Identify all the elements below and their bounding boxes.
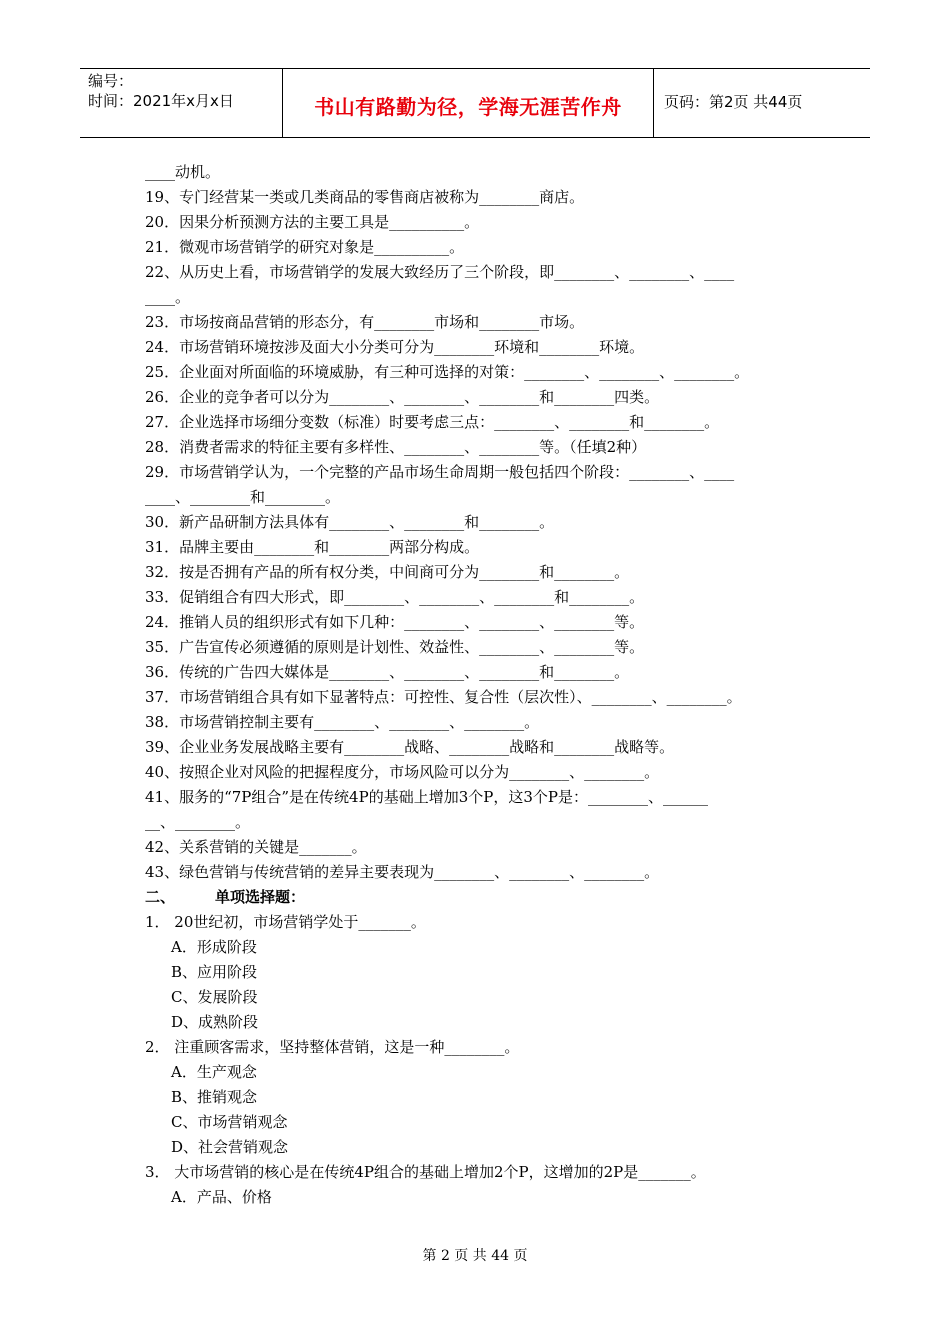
question-35: 35．广告宣传必须遵循的原则是计划性、效益性、________、________等。 <box>145 638 645 656</box>
section-title: 单项选择题： <box>215 888 306 906</box>
number-label: 编号： <box>88 72 134 90</box>
question-27: 27．企业选择市场细分变数（标准）时要考虑三点：________、________和________。 <box>145 413 720 431</box>
page-header <box>80 68 870 138</box>
question-22-cont: ____。 <box>145 288 191 306</box>
question-40: 40、按照企业对风险的把握程度分，市场风险可以分为________、________。 <box>145 763 660 781</box>
question-30: 30．新产品研制方法具体有________、________和________。 <box>145 513 555 531</box>
question-33: 33．促销组合有四大形式，即________、________、________和________。 <box>145 588 645 606</box>
question-28: 28．消费者需求的特征主要有多样性、________、________等。（任填2种） <box>145 438 647 456</box>
option-a: A．产品、价格 <box>171 1188 272 1206</box>
option-a: A．形成阶段 <box>171 938 257 956</box>
question-31: 31．品牌主要由________和________两部分构成。 <box>145 538 480 556</box>
question-32: 32．按是否拥有产品的所有权分类，中间商可分为________和________。 <box>145 563 630 581</box>
page-info: 页码：第2页 共44页 <box>664 93 803 111</box>
choice-question-2: 2． 注重顾客需求，坚持整体营销，这是一种________。 <box>145 1038 520 1056</box>
question-21: 21．微观市场营销学的研究对象是__________。 <box>145 238 465 256</box>
question-36: 36．传统的广告四大媒体是________、________、________和________。 <box>145 663 630 681</box>
option-b: B、应用阶段 <box>171 963 258 981</box>
question-38: 38．市场营销控制主要有________、________、________。 <box>145 713 540 731</box>
document-body <box>145 160 825 1210</box>
question-19: 19、专门经营某一类或几类商品的零售商店被称为________商店。 <box>145 188 585 206</box>
choice-question-1: 1． 20世纪初，市场营销学处于_______。 <box>145 913 426 931</box>
header-motto-cell <box>282 69 654 137</box>
question-41-cont: __、________。 <box>145 813 251 831</box>
option-d: D、成熟阶段 <box>171 1013 259 1031</box>
question-24: 24．市场营销环境按涉及面大小分类可分为________环境和________环境。 <box>145 338 645 356</box>
option-b: B、推销观念 <box>171 1088 258 1106</box>
option-d: D、社会营销观念 <box>171 1138 289 1156</box>
motto: 书山有路勤为径，学海无涯苦作舟 <box>314 95 622 119</box>
header-meta <box>80 69 282 137</box>
option-c: C、市场营销观念 <box>171 1113 288 1131</box>
time-label: 时间：2021年x月x日 <box>88 92 234 110</box>
question-42: 42、关系营销的关键是_______。 <box>145 838 367 856</box>
question-43: 43、绿色营销与传统营销的差异主要表现为________、________、________。 <box>145 863 660 881</box>
question-41: 41、服务的“7P组合”是在传统4P的基础上增加3个P，这3个P是：________、______ <box>145 788 708 806</box>
option-c: C、发展阶段 <box>171 988 258 1006</box>
question-23: 23．市场按商品营销的形态分，有________市场和________市场。 <box>145 313 585 331</box>
choice-question-3: 3． 大市场营销的核心是在传统4P组合的基础上增加2个P，这增加的2P是_______。 <box>145 1163 706 1181</box>
text-line: ____动机。 <box>145 163 221 181</box>
option-a: A．生产观念 <box>171 1063 257 1081</box>
section-number: 二、 <box>145 888 176 906</box>
page-footer: 第 2 页 共 44 页 <box>422 1248 528 1264</box>
question-26: 26．企业的竞争者可以分为________、________、________和________四类。 <box>145 388 660 406</box>
question-39: 39、企业业务发展战略主要有________战略、________战略和________战略等。 <box>145 738 675 756</box>
question-34: 24．推销人员的组织形式有如下几种：________、________、________等。 <box>145 613 645 631</box>
question-37: 37．市场营销组合具有如下显著特点：可控性、复合性（层次性）、________、________。 <box>145 688 742 706</box>
question-22: 22、从历史上看，市场营销学的发展大致经历了三个阶段，即________、________、____ <box>145 263 735 281</box>
question-29-cont: ____、________和________。 <box>145 488 341 506</box>
question-25: 25．企业面对所面临的环境威胁，有三种可选择的对策：________、________、________。 <box>145 363 750 381</box>
question-20: 20．因果分析预测方法的主要工具是__________。 <box>145 213 480 231</box>
section-heading <box>145 885 825 910</box>
question-29: 29．市场营销学认为，一个完整的产品市场生命周期一般包括四个阶段：________、____ <box>145 463 735 481</box>
